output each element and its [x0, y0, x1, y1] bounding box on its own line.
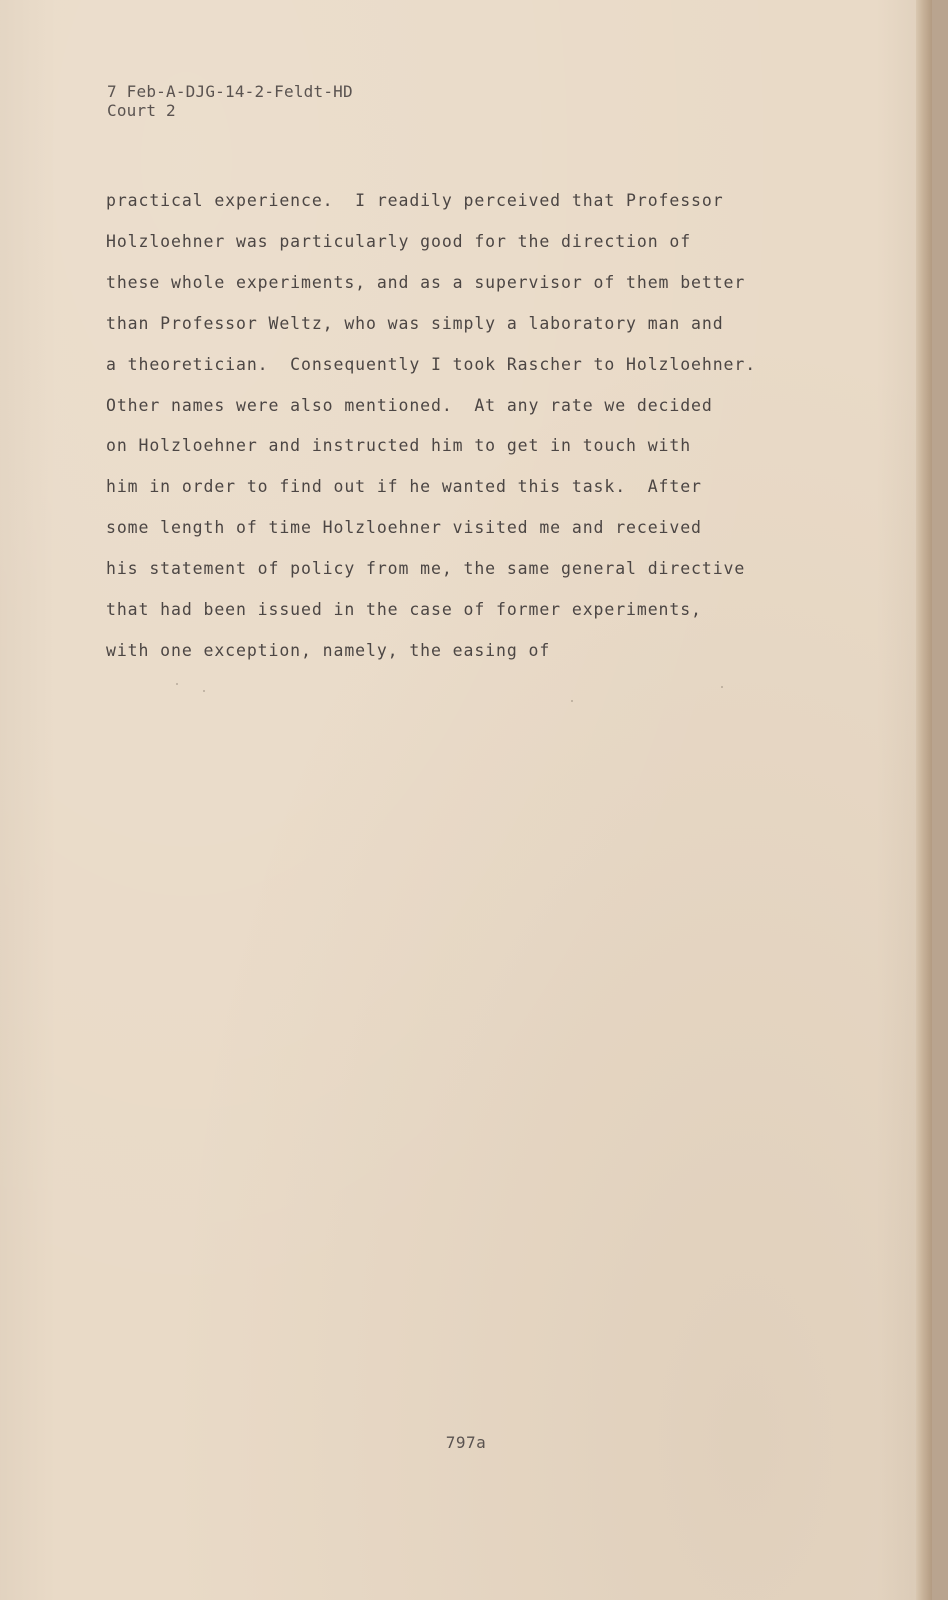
- text-line: a theoretician. Consequently I took Rascher to Holzloehner.: [106, 354, 757, 374]
- text-line: some length of time Holzloehner visited me and received: [106, 518, 702, 538]
- paper-speck: [176, 683, 178, 685]
- text-line: practical experience. I readily perceived that Professor: [106, 191, 724, 210]
- text-line: with one exception, namely, the easing of: [106, 640, 551, 660]
- text-line: that had been issued in the case of former experiments,: [106, 600, 702, 620]
- body-text: [106, 181, 756, 672]
- paper-speck: [203, 690, 205, 692]
- text-line: him in order to find out if he wanted this task. After: [106, 477, 702, 497]
- text-line: than Professor Weltz, who was simply a laboratory man and: [106, 313, 724, 333]
- paper-edge: [916, 0, 932, 1600]
- header-court: Court 2: [107, 101, 176, 120]
- text-line: Other names were also mentioned. At any rate we decided: [106, 395, 713, 415]
- paper-speck: [721, 686, 723, 688]
- paper-speck: [571, 700, 573, 702]
- document-header: [107, 82, 353, 120]
- text-line: these whole experiments, and as a supervisor of them better: [106, 272, 746, 292]
- header-reference: 7 Feb-A-DJG-14-2-Feldt-HD: [107, 82, 353, 101]
- text-line: his statement of policy from me, the same general directive: [106, 559, 746, 579]
- text-line: on Holzloehner and instructed him to get in touch with: [106, 436, 692, 456]
- page-number: 797a: [445, 1433, 487, 1452]
- text-line: Holzloehner was particularly good for the direction of: [106, 231, 692, 251]
